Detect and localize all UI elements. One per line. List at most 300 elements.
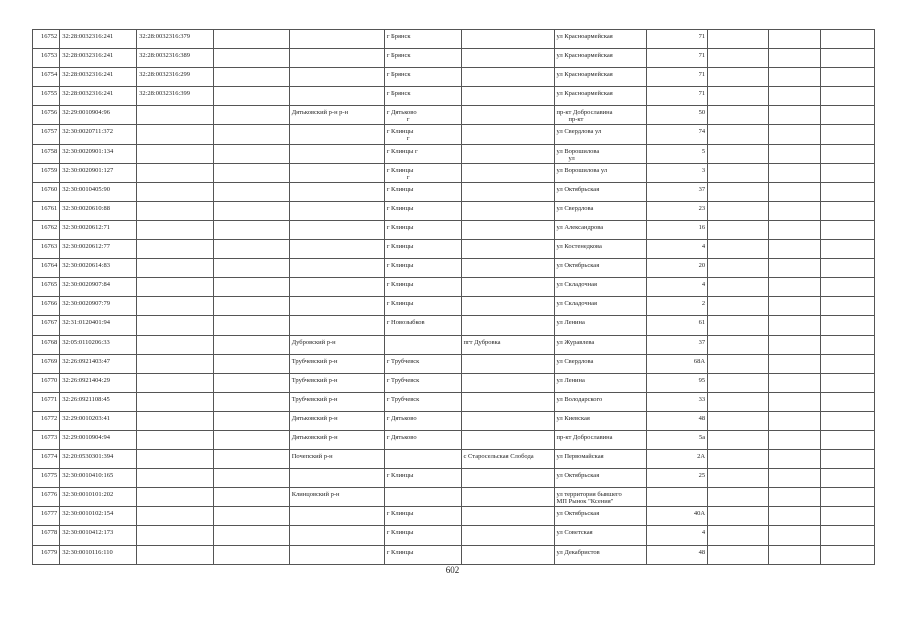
city-cell xyxy=(384,450,461,469)
settlement-cell xyxy=(461,488,554,507)
cell-text: 48 xyxy=(698,414,706,422)
settlement-cell xyxy=(461,49,554,68)
empty-cell xyxy=(708,450,769,469)
cell-text: ул Первомайская xyxy=(556,453,604,461)
cell-text: ул Советская xyxy=(556,529,593,537)
record-number-cell xyxy=(33,354,60,373)
house-number-cell xyxy=(647,144,708,163)
empty-cell xyxy=(821,87,875,106)
cell-text: 16778 xyxy=(41,529,58,537)
cell-text: Дятьковский р-н xyxy=(291,433,338,441)
empty-cell xyxy=(708,430,769,449)
record-number-cell xyxy=(33,373,60,392)
house-number-cell xyxy=(647,182,708,201)
table-row xyxy=(33,87,875,106)
settlement-cell xyxy=(461,392,554,411)
cell-text: 4 xyxy=(701,529,706,537)
cadastral-number-cell xyxy=(60,49,137,68)
cadastral-number-cell xyxy=(60,545,137,564)
district-cell xyxy=(289,450,384,469)
cell-text: 16774 xyxy=(41,453,58,461)
premises-cadastral-number-cell xyxy=(137,87,214,106)
district-cell xyxy=(289,259,384,278)
empty-cell xyxy=(213,240,289,259)
cell-text: ул Декабристов xyxy=(556,548,600,556)
cell-text: Дятьковский р-н р-н xyxy=(291,109,349,117)
district-cell xyxy=(289,182,384,201)
cell-text: 16772 xyxy=(41,414,58,422)
house-number-cell xyxy=(647,240,708,259)
house-number-cell xyxy=(647,373,708,392)
cell-text: 16769 xyxy=(41,357,58,365)
empty-cell xyxy=(821,469,875,488)
cell-text: 74 xyxy=(698,128,706,136)
cell-text: ул Красноармейская xyxy=(556,52,613,60)
empty-cell xyxy=(708,297,769,316)
cell-text: г Клинцы xyxy=(386,166,414,174)
cadastral-number-cell xyxy=(60,411,137,430)
premises-cadastral-number-cell xyxy=(137,201,214,220)
record-number-cell xyxy=(33,163,60,182)
premises-cadastral-number-cell xyxy=(137,68,214,87)
house-number-cell xyxy=(647,469,708,488)
empty-cell xyxy=(768,30,821,49)
premises-cadastral-number-cell xyxy=(137,125,214,144)
cell-text: с Старосельская Слобода xyxy=(463,453,534,461)
street-cell xyxy=(554,278,647,297)
empty-cell xyxy=(768,125,821,144)
city-cell xyxy=(384,488,461,507)
cell-text: 32:30:0020901:134 xyxy=(62,147,114,155)
table-row xyxy=(33,144,875,163)
cell-text: Трубчевский р-н xyxy=(291,357,338,365)
empty-cell xyxy=(708,278,769,297)
cell-text: 25 xyxy=(698,472,706,480)
cell-text: 32:30:0010101:202 xyxy=(62,491,114,499)
cadastral-number-cell xyxy=(60,182,137,201)
house-number-cell xyxy=(647,201,708,220)
empty-cell xyxy=(768,297,821,316)
cell-text: 16767 xyxy=(41,319,58,327)
cell-text-line2: пр-кт xyxy=(568,116,584,124)
table-row xyxy=(33,545,875,564)
house-number-cell xyxy=(647,125,708,144)
cell-text: 37 xyxy=(698,185,706,193)
district-cell xyxy=(289,240,384,259)
settlement-cell xyxy=(461,125,554,144)
house-number-cell xyxy=(647,335,708,354)
cell-text: 16779 xyxy=(41,548,58,556)
table-row xyxy=(33,392,875,411)
cadastral-number-cell xyxy=(60,240,137,259)
cell-text: ул Красноармейская xyxy=(556,90,613,98)
cell-text: 32:30:0010102:154 xyxy=(62,510,114,518)
cell-text: 32:26:0921403:47 xyxy=(62,357,110,365)
cell-text: 33 xyxy=(698,395,706,403)
empty-cell xyxy=(213,201,289,220)
cell-text: 32:26:0921108:45 xyxy=(62,395,110,403)
house-number-cell xyxy=(647,316,708,335)
premises-cadastral-number-cell xyxy=(137,526,214,545)
empty-cell xyxy=(213,106,289,125)
settlement-cell xyxy=(461,240,554,259)
premises-cadastral-number-cell xyxy=(137,411,214,430)
empty-cell xyxy=(768,507,821,526)
street-cell xyxy=(554,125,647,144)
record-number-cell xyxy=(33,335,60,354)
cadastral-number-cell xyxy=(60,526,137,545)
district-cell xyxy=(289,278,384,297)
empty-cell xyxy=(708,469,769,488)
cell-text: 16759 xyxy=(41,166,58,174)
cell-text: ул Красноармейская xyxy=(556,33,613,40)
cell-text: г Клинцы xyxy=(386,529,414,537)
cell-text: г Трубчевск xyxy=(386,376,420,384)
table-row xyxy=(33,278,875,297)
cell-text: 32:30:0020907:84 xyxy=(62,281,110,289)
cell-text: 5 xyxy=(701,147,706,155)
record-number-cell xyxy=(33,488,60,507)
district-cell xyxy=(289,30,384,49)
cell-text: 32:28:0032316:241 xyxy=(62,52,114,60)
cell-text: 71 xyxy=(698,33,706,40)
street-cell xyxy=(554,240,647,259)
cell-text: 2 xyxy=(701,300,706,308)
cell-text: ул Журавлева xyxy=(556,338,595,346)
empty-cell xyxy=(213,469,289,488)
cell-text: 16775 xyxy=(41,472,58,480)
cell-text: ул Киевская xyxy=(556,414,590,422)
record-number-cell xyxy=(33,278,60,297)
house-number-cell xyxy=(647,526,708,545)
premises-cadastral-number-cell xyxy=(137,144,214,163)
cell-text-line2: г xyxy=(406,135,410,143)
premises-cadastral-number-cell xyxy=(137,450,214,469)
empty-cell xyxy=(708,545,769,564)
table-row xyxy=(33,430,875,449)
cell-text: Дятьковский р-н xyxy=(291,414,338,422)
cell-text: ул территория бывшего xyxy=(556,491,622,499)
cadastral-number-cell xyxy=(60,392,137,411)
city-cell xyxy=(384,201,461,220)
empty-cell xyxy=(821,30,875,49)
premises-cadastral-number-cell xyxy=(137,297,214,316)
empty-cell xyxy=(821,411,875,430)
empty-cell xyxy=(821,259,875,278)
record-number-cell xyxy=(33,30,60,49)
empty-cell xyxy=(708,30,769,49)
record-number-cell xyxy=(33,49,60,68)
record-number-cell xyxy=(33,392,60,411)
empty-cell xyxy=(768,430,821,449)
district-cell xyxy=(289,201,384,220)
settlement-cell xyxy=(461,507,554,526)
register-rows xyxy=(33,30,875,565)
empty-cell xyxy=(768,526,821,545)
street-cell xyxy=(554,507,647,526)
table-row xyxy=(33,30,875,49)
premises-cadastral-number-cell xyxy=(137,507,214,526)
empty-cell xyxy=(821,201,875,220)
cell-text: г Клинцы xyxy=(386,185,414,193)
street-cell xyxy=(554,392,647,411)
cell-text: 32:30:0020612:71 xyxy=(62,223,110,231)
cell-text: 32:28:0032316:379 xyxy=(139,33,191,40)
cell-text: 32:30:0010405:90 xyxy=(62,185,110,193)
table-row xyxy=(33,106,875,125)
empty-cell xyxy=(708,316,769,335)
cell-text: ул Складочная xyxy=(556,281,597,289)
empty-cell xyxy=(708,335,769,354)
street-cell xyxy=(554,30,647,49)
cell-text: ул Костенедкова xyxy=(556,243,602,251)
city-cell xyxy=(384,469,461,488)
empty-cell xyxy=(821,125,875,144)
settlement-cell xyxy=(461,469,554,488)
page-number: 602 xyxy=(445,565,460,575)
empty-cell xyxy=(821,335,875,354)
cell-text: пр-кт Доброславина xyxy=(556,433,613,441)
city-cell xyxy=(384,68,461,87)
empty-cell xyxy=(768,335,821,354)
cell-text: 16 xyxy=(698,223,706,231)
empty-cell xyxy=(821,545,875,564)
cell-text: 16777 xyxy=(41,510,58,518)
empty-cell xyxy=(708,106,769,125)
cell-text: ул Складочная xyxy=(556,300,597,308)
cell-text: 95 xyxy=(698,376,706,384)
table-row xyxy=(33,507,875,526)
record-number-cell xyxy=(33,316,60,335)
cell-text: ул Октябрьская xyxy=(556,262,600,270)
empty-cell xyxy=(821,450,875,469)
premises-cadastral-number-cell xyxy=(137,49,214,68)
settlement-cell xyxy=(461,373,554,392)
table-row xyxy=(33,354,875,373)
premises-cadastral-number-cell xyxy=(137,469,214,488)
cadastral-number-cell xyxy=(60,68,137,87)
city-cell xyxy=(384,144,461,163)
settlement-cell xyxy=(461,450,554,469)
record-number-cell xyxy=(33,469,60,488)
city-cell xyxy=(384,30,461,49)
premises-cadastral-number-cell xyxy=(137,106,214,125)
cell-text: 16763 xyxy=(41,243,58,251)
cadastral-number-cell xyxy=(60,278,137,297)
empty-cell xyxy=(708,354,769,373)
city-cell xyxy=(384,392,461,411)
district-cell xyxy=(289,507,384,526)
cell-text: ул Октябрьская xyxy=(556,185,600,193)
cell-text: ул Ленина xyxy=(556,376,585,384)
cell-text: 16766 xyxy=(41,300,58,308)
cell-text: г Клинцы xyxy=(386,128,414,136)
cell-text: 32:28:0032316:241 xyxy=(62,71,114,79)
cell-text: 16755 xyxy=(41,90,58,98)
record-number-cell xyxy=(33,507,60,526)
cell-text: 61 xyxy=(698,319,706,327)
house-number-cell xyxy=(647,278,708,297)
empty-cell xyxy=(213,450,289,469)
city-cell xyxy=(384,259,461,278)
cell-text: г Клинцы xyxy=(386,548,414,556)
empty-cell xyxy=(768,163,821,182)
settlement-cell xyxy=(461,545,554,564)
city-cell xyxy=(384,182,461,201)
cell-text: ул Ленина xyxy=(556,319,585,327)
cell-text: Трубчевский р-н xyxy=(291,376,338,384)
city-cell xyxy=(384,49,461,68)
table-row xyxy=(33,163,875,182)
cell-text: г Клинцы xyxy=(386,223,414,231)
district-cell xyxy=(289,49,384,68)
cell-text: 71 xyxy=(698,52,706,60)
empty-cell xyxy=(821,240,875,259)
cell-text: 16754 xyxy=(41,71,58,79)
empty-cell xyxy=(821,106,875,125)
house-number-cell xyxy=(647,30,708,49)
cell-text: г Клинцы xyxy=(386,472,414,480)
empty-cell xyxy=(821,507,875,526)
cell-text: Дубровский р-н xyxy=(291,338,336,346)
cell-text: г Клинцы xyxy=(386,300,414,308)
city-cell xyxy=(384,335,461,354)
city-cell xyxy=(384,220,461,239)
premises-cadastral-number-cell xyxy=(137,373,214,392)
cell-text: 16773 xyxy=(41,433,58,441)
settlement-cell xyxy=(461,430,554,449)
premises-cadastral-number-cell xyxy=(137,392,214,411)
cadastral-number-cell xyxy=(60,163,137,182)
cell-text: г Брянск xyxy=(386,90,411,98)
settlement-cell xyxy=(461,411,554,430)
cell-text-line2: г xyxy=(406,173,410,181)
empty-cell xyxy=(768,49,821,68)
cell-text: г Трубчевск xyxy=(386,357,420,365)
empty-cell xyxy=(821,278,875,297)
record-number-cell xyxy=(33,450,60,469)
street-cell xyxy=(554,411,647,430)
cell-text: 32:26:0921404:29 xyxy=(62,376,110,384)
cadastral-number-cell xyxy=(60,144,137,163)
cell-text: 32:30:0020612:77 xyxy=(62,243,110,251)
cell-text: 16768 xyxy=(41,338,58,346)
cell-text: 3 xyxy=(701,166,706,174)
cell-text: 32:31:0120401:94 xyxy=(62,319,110,327)
street-cell xyxy=(554,259,647,278)
empty-cell xyxy=(768,144,821,163)
cell-text: г Дятьково xyxy=(386,109,417,117)
street-cell xyxy=(554,201,647,220)
city-cell xyxy=(384,507,461,526)
settlement-cell xyxy=(461,259,554,278)
district-cell xyxy=(289,373,384,392)
cell-text: 40А xyxy=(693,510,706,518)
settlement-cell xyxy=(461,106,554,125)
empty-cell xyxy=(821,144,875,163)
empty-cell xyxy=(213,30,289,49)
table-row xyxy=(33,297,875,316)
street-cell xyxy=(554,182,647,201)
street-cell xyxy=(554,87,647,106)
empty-cell xyxy=(821,297,875,316)
city-cell xyxy=(384,354,461,373)
empty-cell xyxy=(213,316,289,335)
city-cell xyxy=(384,316,461,335)
settlement-cell xyxy=(461,201,554,220)
empty-cell xyxy=(821,373,875,392)
street-cell xyxy=(554,220,647,239)
cadastral-number-cell xyxy=(60,469,137,488)
house-number-cell xyxy=(647,507,708,526)
cell-text: 4 xyxy=(701,243,706,251)
empty-cell xyxy=(708,182,769,201)
district-cell xyxy=(289,87,384,106)
cell-text: ул Красноармейская xyxy=(556,71,613,79)
empty-cell xyxy=(768,240,821,259)
cadastral-number-cell xyxy=(60,87,137,106)
register-table xyxy=(32,29,875,565)
table-row xyxy=(33,220,875,239)
settlement-cell xyxy=(461,68,554,87)
empty-cell xyxy=(213,259,289,278)
cell-text: г Клинцы xyxy=(386,262,414,270)
cell-text: 16770 xyxy=(41,376,58,384)
empty-cell xyxy=(708,201,769,220)
record-number-cell xyxy=(33,430,60,449)
empty-cell xyxy=(213,87,289,106)
house-number-cell xyxy=(647,259,708,278)
cell-text: г Клинцы г xyxy=(386,147,418,155)
cell-text: 32:30:0020614:83 xyxy=(62,262,110,270)
premises-cadastral-number-cell xyxy=(137,220,214,239)
empty-cell xyxy=(821,488,875,507)
house-number-cell xyxy=(647,450,708,469)
settlement-cell xyxy=(461,220,554,239)
premises-cadastral-number-cell xyxy=(137,316,214,335)
house-number-cell xyxy=(647,68,708,87)
cell-text: 48 xyxy=(698,548,706,556)
empty-cell xyxy=(213,545,289,564)
district-cell xyxy=(289,526,384,545)
cell-text: 71 xyxy=(698,90,706,98)
district-cell xyxy=(289,68,384,87)
table-row xyxy=(33,201,875,220)
table-row xyxy=(33,411,875,430)
street-cell xyxy=(554,316,647,335)
district-cell xyxy=(289,469,384,488)
cell-text: 16758 xyxy=(41,147,58,155)
cadastral-number-cell xyxy=(60,201,137,220)
cadastral-number-cell xyxy=(60,106,137,125)
city-cell xyxy=(384,106,461,125)
cell-text: 32:28:0032316:299 xyxy=(139,71,191,79)
district-cell xyxy=(289,545,384,564)
premises-cadastral-number-cell xyxy=(137,30,214,49)
cadastral-number-cell xyxy=(60,316,137,335)
record-number-cell xyxy=(33,182,60,201)
cell-text: 32:05:0110206:33 xyxy=(62,338,110,346)
premises-cadastral-number-cell xyxy=(137,430,214,449)
empty-cell xyxy=(213,373,289,392)
cadastral-number-cell xyxy=(60,30,137,49)
premises-cadastral-number-cell xyxy=(137,278,214,297)
settlement-cell xyxy=(461,526,554,545)
cadastral-number-cell xyxy=(60,297,137,316)
empty-cell xyxy=(768,220,821,239)
empty-cell xyxy=(213,144,289,163)
record-number-cell xyxy=(33,411,60,430)
